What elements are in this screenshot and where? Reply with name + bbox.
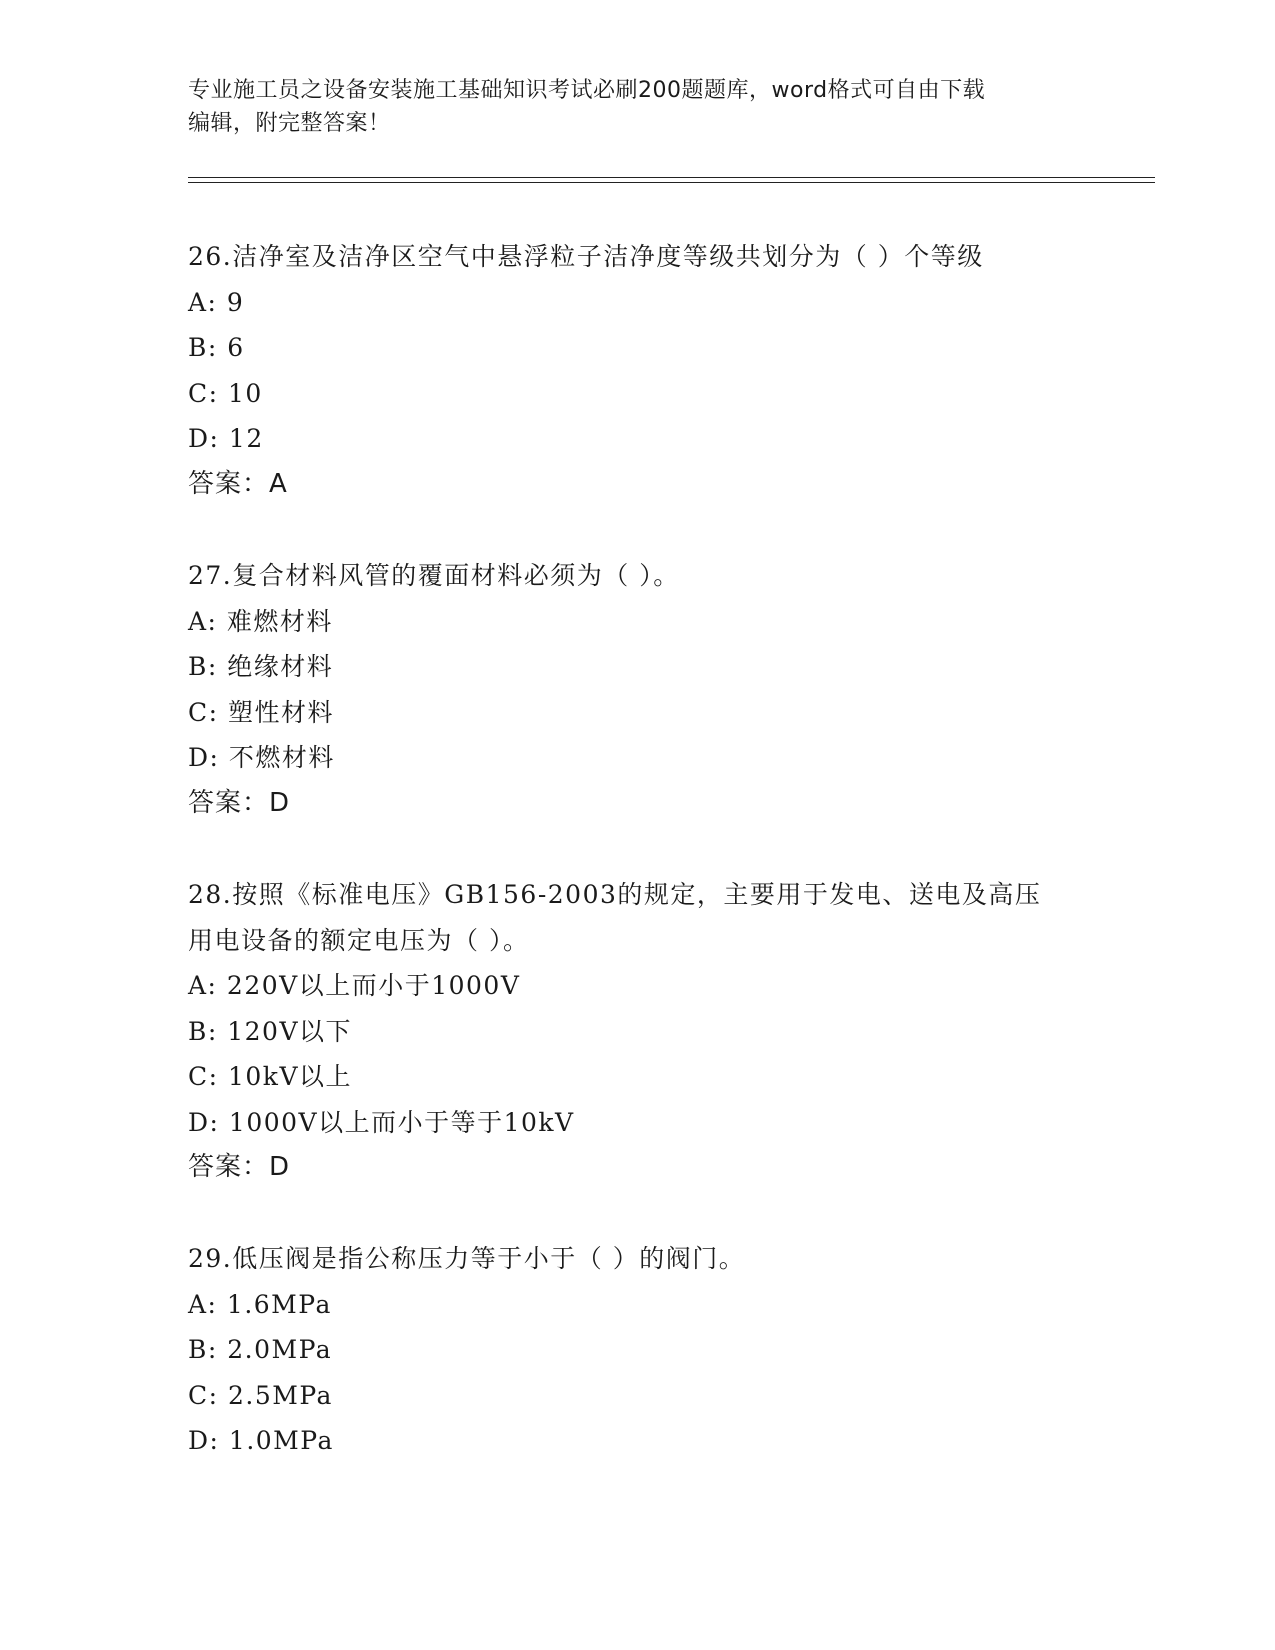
option-a: A: 9 <box>188 287 245 317</box>
answer-line: 答案：D <box>188 787 291 818</box>
option-a: A: 1.6MPa <box>188 1289 332 1319</box>
question-stem: 28.按照《标准电压》GB156-2003的规定，主要用于发电、送电及高压 <box>188 880 1042 909</box>
option-b: B: 120V以下 <box>188 1016 353 1046</box>
option-c: C: 塑性材料 <box>188 697 334 727</box>
header-divider-bottom <box>188 182 1155 183</box>
document-header <box>188 74 1088 140</box>
option-d: D: 12 <box>188 424 264 453</box>
question-stem-continued: 用电设备的额定电压为（ ）。 <box>188 925 530 955</box>
option-c: C: 10 <box>188 378 263 408</box>
option-c: C: 2.5MPa <box>188 1380 333 1410</box>
question-28 <box>188 872 1148 1191</box>
option-c: C: 10kV以上 <box>188 1062 353 1091</box>
option-a: A: 难燃材料 <box>188 606 333 636</box>
answer-line: 答案：D <box>188 1152 291 1182</box>
header-divider-top <box>188 177 1155 178</box>
question-stem: 27.复合材料风管的覆面材料必须为（ ）。 <box>188 561 680 590</box>
option-d: D: 1.0MPa <box>188 1426 334 1455</box>
option-d: D: 1000V以上而小于等于10kV <box>188 1107 575 1137</box>
question-27 <box>188 553 1148 826</box>
option-b: B: 2.0MPa <box>188 1335 333 1364</box>
question-stem: 29.低压阀是指公称压力等于小于（ ）的阀门。 <box>188 1244 746 1273</box>
option-d: D: 不燃材料 <box>188 743 335 772</box>
option-a: A: 220V以上而小于1000V <box>188 971 521 1000</box>
header-line-2: 编辑，附完整答案！ <box>188 111 391 136</box>
answer-line: 答案：A <box>188 468 288 499</box>
header-line-1: 专业施工员之设备安装施工基础知识考试必刷200题题库，word格式可自由下载 <box>188 78 986 103</box>
question-26 <box>188 234 1148 507</box>
question-29 <box>188 1236 1148 1464</box>
option-b: B: 6 <box>188 333 245 362</box>
question-stem: 26.洁净室及洁净区空气中悬浮粒子洁净度等级共划分为（ ）个等级 <box>188 242 984 271</box>
option-b: B: 绝缘材料 <box>188 652 334 681</box>
